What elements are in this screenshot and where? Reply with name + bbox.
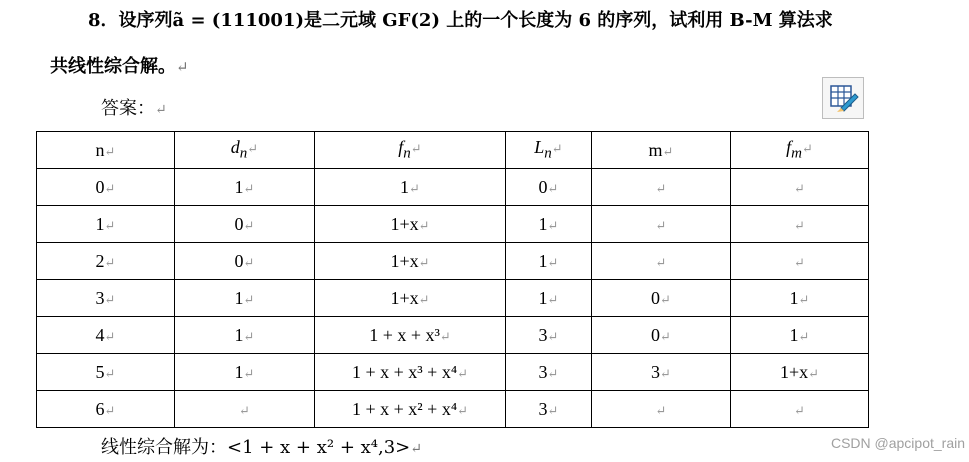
- cell: 4↵: [37, 317, 175, 354]
- header-m: m↵: [592, 132, 731, 169]
- table-row: [37, 169, 869, 206]
- header-fn: $f_n↵$: [315, 132, 506, 169]
- cell: 1 + x + x³ + x⁴↵: [315, 354, 506, 391]
- cell: 1↵: [731, 280, 869, 317]
- cell: 1+x↵: [315, 206, 506, 243]
- cell: ↵: [592, 206, 731, 243]
- cell: 1↵: [37, 206, 175, 243]
- answer-text: 答案：: [101, 98, 155, 119]
- header-n: n↵: [37, 132, 175, 169]
- question-text-1: 8．设序列ã = (111001)是二元域 GF(2) 上的一个长度为 6 的序列，试利用 B-M 算法求: [88, 10, 833, 31]
- cell: 1↵: [175, 354, 315, 391]
- cell: 3↵: [506, 391, 592, 428]
- cell: ↵: [175, 391, 315, 428]
- cell: 3↵: [37, 280, 175, 317]
- cell: 5↵: [37, 354, 175, 391]
- cell: 0↵: [175, 206, 315, 243]
- cell: 0↵: [592, 280, 731, 317]
- paragraph-mark: ↵: [176, 58, 189, 76]
- cell: 6↵: [37, 391, 175, 428]
- header-dn: $d_n↵$: [175, 132, 315, 169]
- cell: 1 + x + x² + x⁴↵: [315, 391, 506, 428]
- paragraph-mark: ↵: [155, 102, 167, 118]
- table-row: [37, 206, 869, 243]
- cell: 3↵: [506, 317, 592, 354]
- table-edit-icon[interactable]: [822, 77, 864, 119]
- answer-label: [101, 94, 167, 120]
- cell: 1+x↵: [731, 354, 869, 391]
- question-line-2: [50, 52, 189, 78]
- header-fm: $f_m↵$: [731, 132, 869, 169]
- cell: 1+x↵: [315, 280, 506, 317]
- paragraph-mark: ↵: [410, 441, 422, 457]
- cell: ↵: [731, 243, 869, 280]
- table-row: [37, 317, 869, 354]
- cell: 1↵: [731, 317, 869, 354]
- cell: 1↵: [175, 317, 315, 354]
- cell: 3↵: [592, 354, 731, 391]
- header-ln: $L_n↵$: [506, 132, 592, 169]
- table-row: [37, 243, 869, 280]
- cell: 1+x↵: [315, 243, 506, 280]
- bm-table: [36, 131, 869, 428]
- cell: ↵: [731, 169, 869, 206]
- cell: 0↵: [37, 169, 175, 206]
- conclusion-line: [101, 433, 422, 459]
- cell: 1↵: [506, 243, 592, 280]
- cell: 0↵: [175, 243, 315, 280]
- cell: ↵: [592, 169, 731, 206]
- cell: 0↵: [506, 169, 592, 206]
- cell: ↵: [731, 206, 869, 243]
- question-text-2: 共线性综合解。: [50, 56, 176, 77]
- cell: 1 + x + x³↵: [315, 317, 506, 354]
- cell: ↵: [592, 243, 731, 280]
- cell: 1↵: [175, 280, 315, 317]
- cell: 1↵: [175, 169, 315, 206]
- cell: 3↵: [506, 354, 592, 391]
- cell: ↵: [731, 391, 869, 428]
- table-header-row: [37, 132, 869, 169]
- cell: 1↵: [506, 280, 592, 317]
- cell: 1↵: [506, 206, 592, 243]
- cell: 2↵: [37, 243, 175, 280]
- table-row: [37, 391, 869, 428]
- cell: 1↵: [315, 169, 506, 206]
- conclusion-text: 线性综合解为：<1 + x + x² + x⁴,3>: [101, 437, 411, 458]
- question-line-1: [88, 6, 833, 32]
- watermark: CSDN @apcipot_rain: [830, 435, 965, 451]
- table-row: [37, 354, 869, 391]
- cell: 0↵: [592, 317, 731, 354]
- table-row: [37, 280, 869, 317]
- cell: ↵: [592, 391, 731, 428]
